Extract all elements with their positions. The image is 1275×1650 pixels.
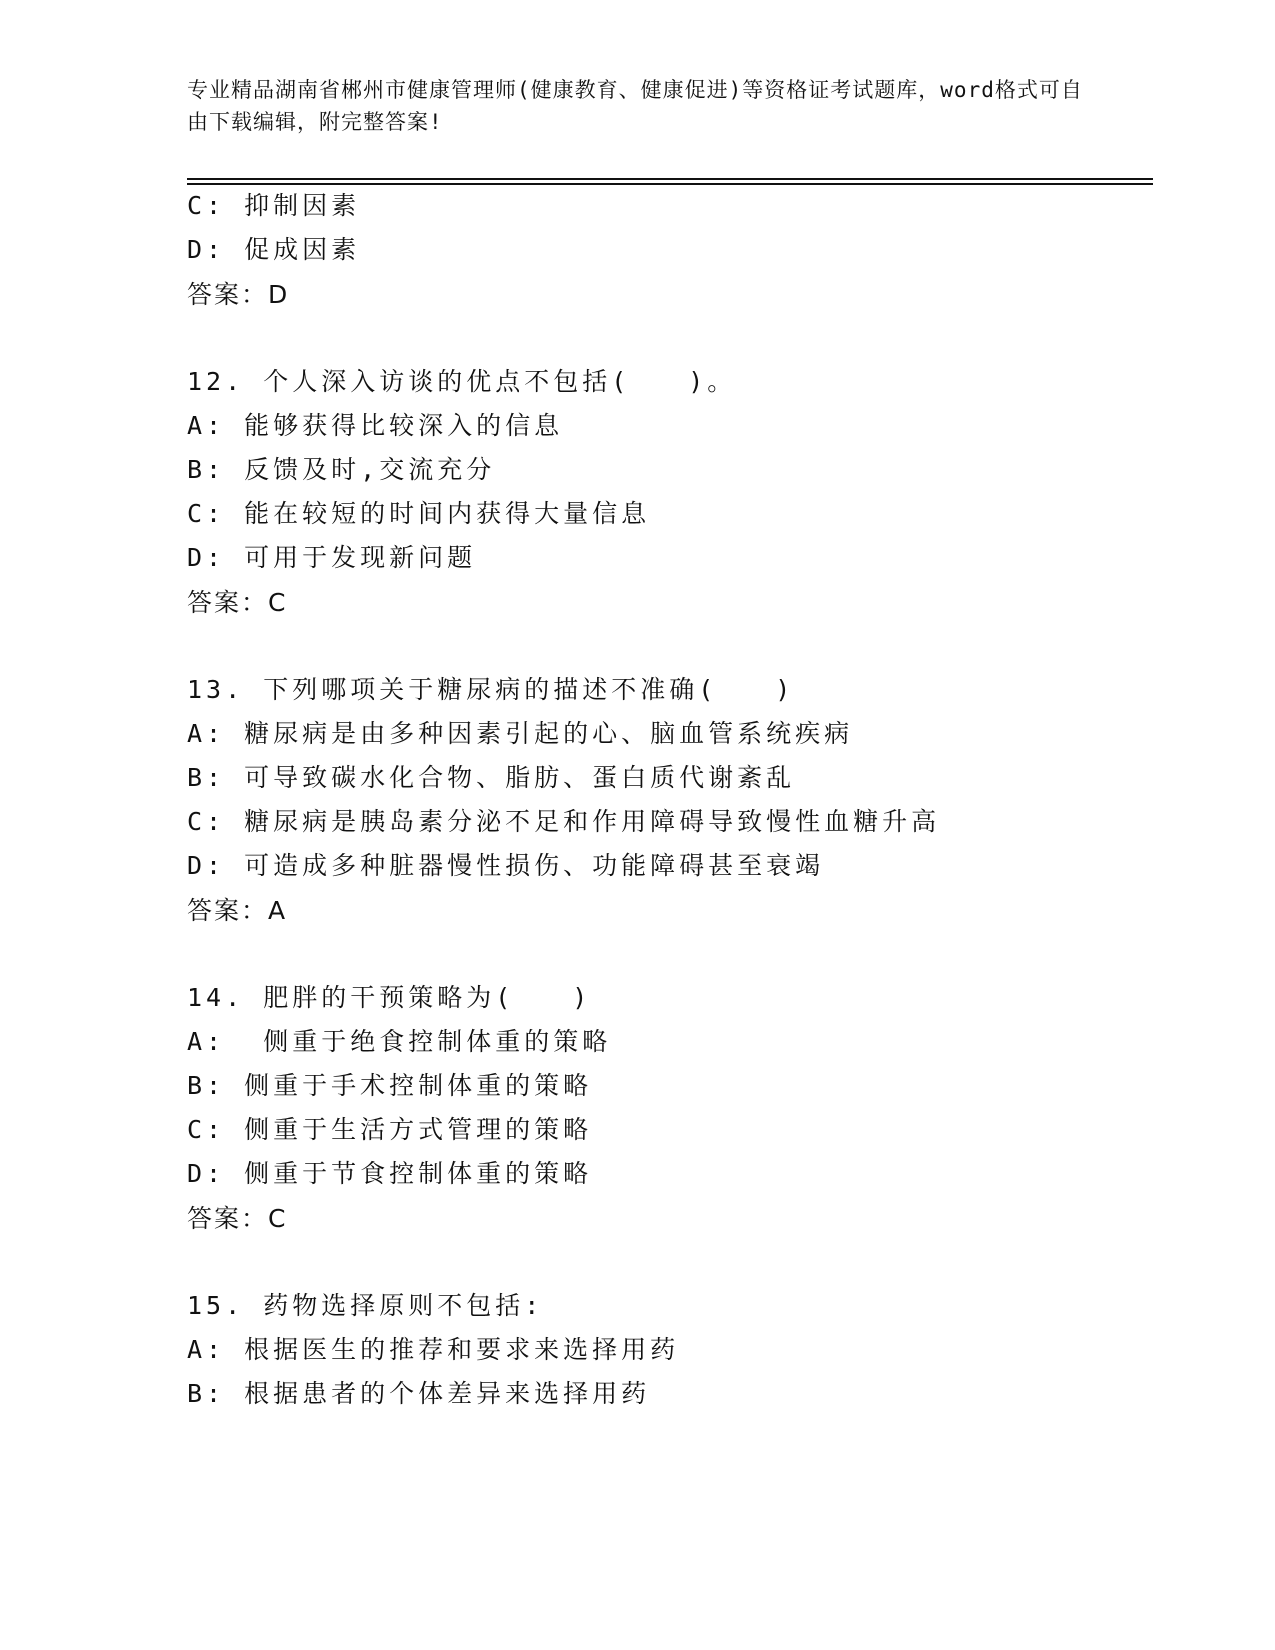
option-b: B: 根据患者的个体差异来选择用药 [187,1379,651,1408]
answer: 答案：A [187,896,288,925]
header-rule-top [187,178,1153,180]
option-c: C: 抑制因素 [187,191,361,220]
question-15: 15. 药物选择原则不包括: [187,1291,544,1320]
option-d: D: 侧重于节食控制体重的策略 [187,1159,593,1188]
option-b: B: 反馈及时,交流充分 [187,455,496,484]
option-a: A: 侧重于绝食控制体重的策略 [187,1027,612,1056]
question-13: 13. 下列哪项关于糖尿病的描述不准确( ) [187,675,795,704]
answer: 答案：D [187,280,290,309]
option-c: C: 糖尿病是胰岛素分泌不足和作用障碍导致慢性血糖升高 [187,807,941,836]
question-14: 14. 肥胖的干预策略为( ) [187,983,592,1012]
answer: 答案：C [187,1204,288,1233]
option-a: A: 能够获得比较深入的信息 [187,411,564,440]
option-a: A: 糖尿病是由多种因素引起的心、脑血管系统疾病 [187,719,854,748]
option-c: C: 侧重于生活方式管理的策略 [187,1115,593,1144]
option-c: C: 能在较短的时间内获得大量信息 [187,499,651,528]
header-rule-bottom [187,183,1153,185]
option-b: B: 可导致碳水化合物、脂肪、蛋白质代谢紊乱 [187,763,796,792]
document-header: 专业精品湖南省郴州市健康管理师(健康教育、健康促进)等资格证考试题库，word格式可自由下载编辑，附完整答案! [187,78,1083,134]
question-12: 12. 个人深入访谈的优点不包括( )。 [187,367,737,396]
option-b: B: 侧重于手术控制体重的策略 [187,1071,593,1100]
option-d: D: 可用于发现新问题 [187,543,477,572]
option-d: D: 可造成多种脏器慢性损伤、功能障碍甚至衰竭 [187,851,825,880]
option-d: D: 促成因素 [187,235,361,264]
answer: 答案：C [187,588,288,617]
option-a: A: 根据医生的推荐和要求来选择用药 [187,1335,680,1364]
